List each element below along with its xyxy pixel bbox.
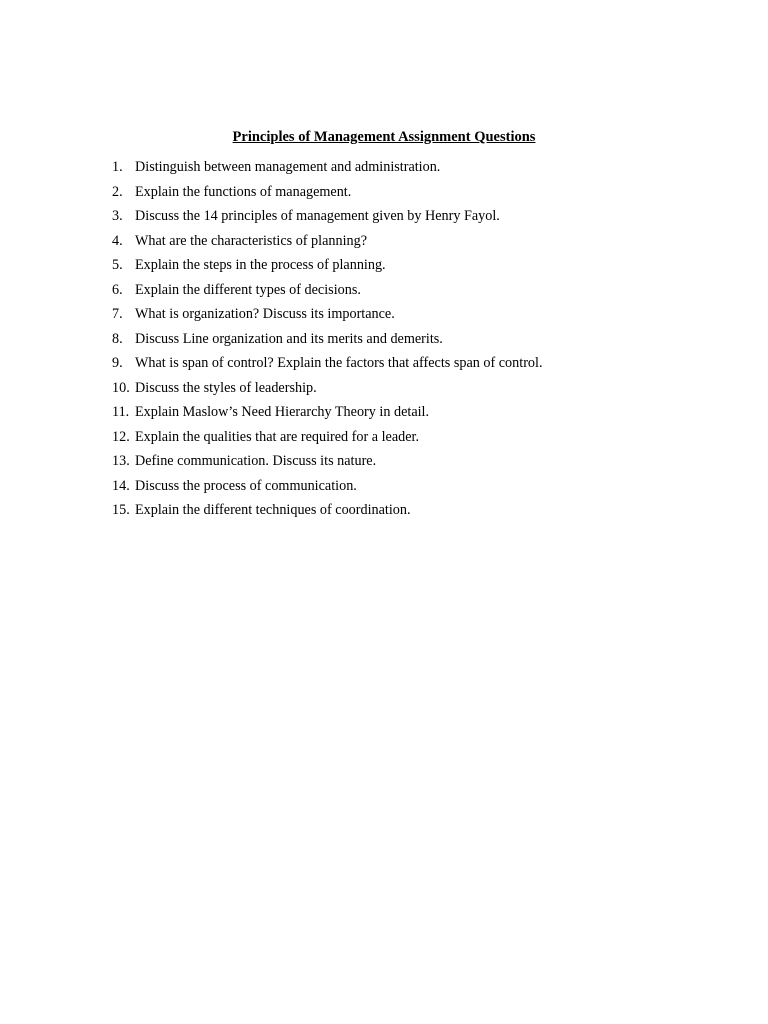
question-item <box>112 255 543 280</box>
question-text: Explain the steps in the process of planning. <box>135 257 386 273</box>
question-text: Explain the different types of decisions. <box>135 281 361 298</box>
question-text: Discuss the 14 principles of management given by Henry Fayol. <box>135 208 500 224</box>
question-number: 9. <box>112 355 123 371</box>
question-number: 3. <box>112 208 123 224</box>
question-text: Discuss the styles of leadership. <box>135 379 317 396</box>
document-title: Principles of Management Assignment Questions <box>232 129 536 145</box>
question-text: What are the characteristics of planning? <box>135 232 368 249</box>
question-item <box>112 329 543 354</box>
question-number: 6. <box>112 281 123 298</box>
question-text: Explain the qualities that are required for a leader. <box>135 428 420 445</box>
question-number: 5. <box>112 257 123 273</box>
question-item <box>112 157 543 182</box>
question-number: 1. <box>112 159 123 175</box>
question-number: 7. <box>112 306 123 322</box>
question-item <box>112 476 543 501</box>
question-item <box>112 451 543 476</box>
question-text: Explain the functions of management. <box>135 183 352 200</box>
question-number: 2. <box>112 183 123 200</box>
question-item <box>112 378 543 403</box>
question-text: Explain Maslow’s Need Hierarchy Theory in detail. <box>135 404 430 420</box>
question-list <box>112 157 543 525</box>
question-number: 10. <box>112 379 130 396</box>
question-text: Discuss Line organization and its merits and demerits. <box>135 330 443 347</box>
question-item <box>112 304 543 329</box>
question-text: What is organization? Discuss its importance. <box>135 306 395 322</box>
question-number: 13. <box>112 453 130 469</box>
question-text: Discuss the process of communication. <box>135 477 357 494</box>
question-number: 11. <box>112 404 130 420</box>
question-number: 8. <box>112 330 123 347</box>
question-number: 14. <box>112 477 130 494</box>
question-text: Distinguish between management and administration. <box>135 159 441 175</box>
question-number: 12. <box>112 428 130 445</box>
question-item <box>112 353 543 378</box>
question-text: What is span of control? Explain the factors that affects span of control. <box>135 355 543 371</box>
question-text: Explain the different techniques of coordination. <box>135 502 411 518</box>
question-item <box>112 206 543 231</box>
question-number: 4. <box>112 232 123 249</box>
question-item <box>112 427 543 452</box>
question-number: 15. <box>112 502 130 518</box>
question-item <box>112 231 543 256</box>
question-item <box>112 182 543 207</box>
question-item <box>112 500 543 525</box>
question-item <box>112 280 543 305</box>
question-item <box>112 402 543 427</box>
question-text: Define communication. Discuss its nature. <box>135 453 377 469</box>
